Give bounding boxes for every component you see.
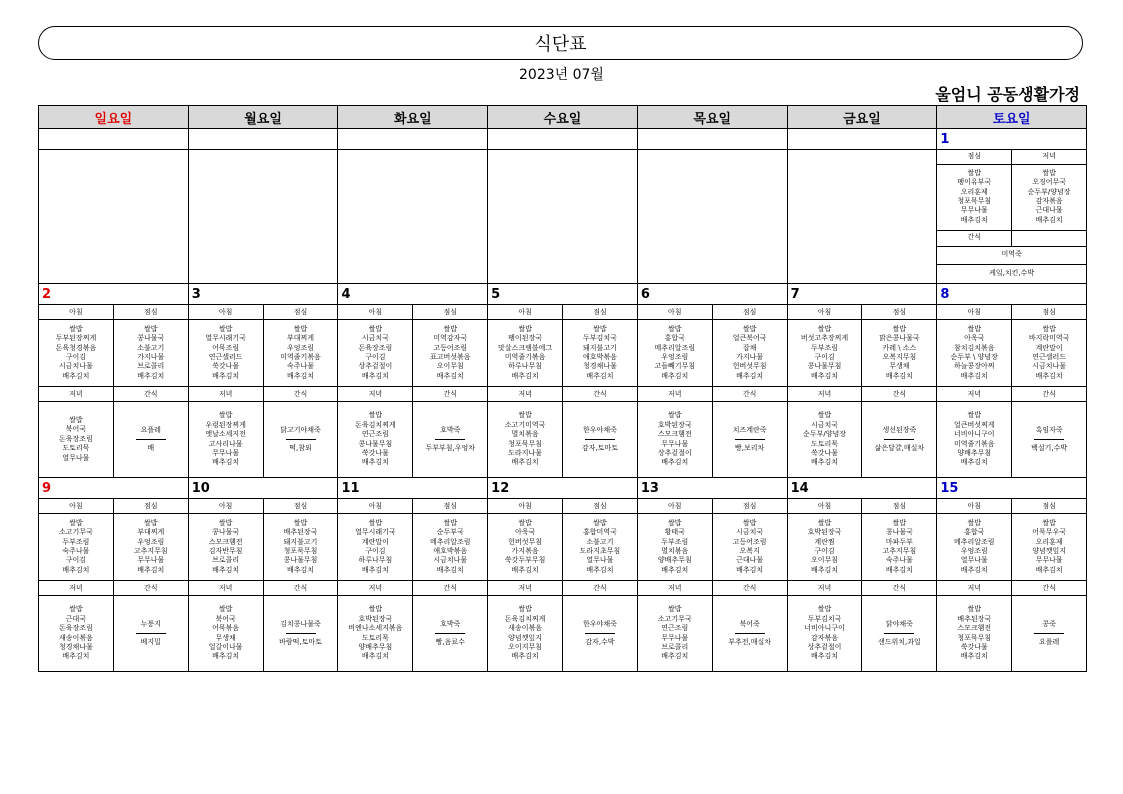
snack-cell [1012, 402, 1087, 478]
meal-label: 저녁 [1012, 150, 1086, 164]
dinner-menu: 쌀밥 소고기미역국 멸치볶음 청포묵무침 도라지나물 배추김치 [488, 402, 563, 478]
breakfast-menu: 쌀밥 시금치국 돈육장조림 구이김 상추겉절이 배추김치 [338, 320, 413, 387]
snack-divider [435, 439, 465, 440]
date-number: 2 [39, 284, 189, 305]
meal-label: 저녁 [188, 387, 263, 402]
breakfast-menu: 쌀밥 홍합국 메추리알조림 우엉조림 고들빼기무침 배추김치 [637, 320, 712, 387]
meal-label: 아침 [787, 499, 862, 514]
lunch-menu: 쌀밥 부대찌게 우엉조림 고추지무침 무무나물 배추김치 [113, 514, 188, 581]
meal-label: 아침 [937, 499, 1012, 514]
breakfast-menu: 쌀밥 콩나물국 스모크햄전 김자반무침 브로콜리 배추김치 [188, 514, 263, 581]
week2-label-row [39, 499, 1087, 514]
lunch-menu: 쌀밥 시금치국 고등어조림 오복지 근대나물 배추김치 [712, 514, 787, 581]
meal-label: 저녁 [39, 581, 114, 596]
week1-bl-menu-row [39, 320, 1087, 387]
snack-main: 생선된장죽 [882, 425, 917, 434]
weekday-header-row [39, 106, 1087, 129]
meal-label: 간식 [263, 581, 338, 596]
breakfast-menu: 쌀밥 열무시래기국 어묵조림 연근샐러드 쑥갓나물 배추김치 [188, 320, 263, 387]
meal-label: 아침 [488, 305, 563, 320]
snack-cell [1012, 596, 1087, 672]
snack-main: 닭고기야채죽 [280, 425, 321, 434]
dinner-menu: 쌀밥 호박된장국 스모크햄전 무무나물 상추겉절이 배추김치 [637, 402, 712, 478]
meal-label: 아침 [188, 305, 263, 320]
dinner-menu: 쌀밥 북어국 돈육장조림 도토리묵 열무나물 [39, 402, 114, 478]
dinner-menu: 쌀밥 북어국 어묵볶음 무생채 얼갈이나물 배추김치 [188, 596, 263, 672]
meal-label: 저녁 [637, 581, 712, 596]
snack-divider [286, 439, 316, 440]
date-number: 6 [637, 284, 787, 305]
date-number: 14 [787, 478, 937, 499]
meal-label: 간식 [563, 581, 638, 596]
snack-sub: 요플레 [1038, 638, 1060, 646]
dinner-menu: 쌀밥 소고기무국 연근조림 무무나물 브로콜리 배추김치 [637, 596, 712, 672]
snack-sub: 감자,수박 [585, 638, 615, 646]
dinner-menu: 쌀밥 돈육김치찌게 연근조림 콩나물무침 쑥갓나물 배추김치 [338, 402, 413, 478]
dinner-menu: 쌀밥 호박된장국 비엔나소세지볶음 도토리묵 양배추무침 배추김치 [338, 596, 413, 672]
snack-sub: 바람떡,토마토 [279, 638, 322, 646]
date-number: 9 [39, 478, 189, 499]
week2-bl-menu-row [39, 514, 1087, 581]
meal-label: 아침 [338, 305, 413, 320]
meal-label: 아침 [39, 499, 114, 514]
meal-label: 점심 [263, 305, 338, 320]
snack-main: 한우야채죽 [583, 619, 617, 628]
meal-label: 점심 [712, 305, 787, 320]
meal-label: 점심 [563, 305, 638, 320]
snack-sub: 빵,음료수 [435, 638, 465, 646]
meal-label: 간식 [563, 387, 638, 402]
snack-divider [1034, 439, 1064, 440]
snack-main: 콩죽 [1042, 619, 1056, 628]
snack-main: 호박죽 [440, 619, 461, 628]
lunch-menu: 쌀밥 두부김치국 돼지불고기 애호박볶음 청경채나물 배추김치 [563, 320, 638, 387]
snack-divider [286, 633, 316, 634]
snack-cell [712, 596, 787, 672]
weekday-monday: 월요일 [188, 106, 338, 129]
week2-date-row [39, 478, 1087, 499]
facility-name: 울엄니 공동생활가정 [935, 85, 1080, 104]
meal-label: 저녁 [787, 581, 862, 596]
week2-label-row-2 [39, 581, 1087, 596]
date-number: 10 [188, 478, 338, 499]
meal-label: 저녁 [488, 581, 563, 596]
dinner-menu: 쌀밥 돈육김치찌게 새송이볶음 양념깻잎지 오이지무침 배추김치 [488, 596, 563, 672]
date-number: 12 [488, 478, 638, 499]
breakfast-menu: 쌀밥 소고기무국 두부조림 숙주나물 구이김 배추김치 [39, 514, 114, 581]
weekday-tuesday: 화요일 [338, 106, 488, 129]
meal-label: 저녁 [637, 387, 712, 402]
lunch-menu: 쌀밥 홍합미역국 소불고기 도라지초무침 열무나물 배추김치 [563, 514, 638, 581]
breakfast-menu: 쌀밥 홍합국 메추리알조림 우엉조림 열무나물 배추김치 [937, 514, 1012, 581]
snack-main: 한우야채죽 [583, 425, 617, 434]
breakfast-menu: 쌀밥 호박된장국 계란찜 구이김 오이무침 배추김치 [787, 514, 862, 581]
lunch-menu: 쌀밥 팽이유부국 오리훈제 청포묵무침 무무나물 배추김치 [937, 164, 1011, 230]
snack-divider [735, 439, 765, 440]
snack-sub: 떡,참외 [289, 444, 312, 452]
snack-cell [113, 402, 188, 478]
snack-cell [862, 402, 937, 478]
lunch-menu: 쌀밥 얼큰북어국 잡채 가지나물 헌버섯무침 배추김치 [712, 320, 787, 387]
snack-divider [136, 633, 166, 634]
snack-divider [1034, 633, 1064, 634]
meal-label: 간식 [862, 581, 937, 596]
snack-sub: 삶은달걀,매실차 [874, 444, 925, 452]
meal-label: 점심 [563, 499, 638, 514]
meal-label: 간식 [1012, 581, 1087, 596]
snack-sub: 케잌,치킨,수박 [937, 264, 1086, 282]
weekday-friday: 금요일 [787, 106, 937, 129]
meal-label: 점심 [413, 305, 488, 320]
snack-sub: 빵,보리차 [735, 444, 765, 452]
week1-date-row [39, 284, 1087, 305]
date-number: 5 [488, 284, 638, 305]
lunch-menu: 쌀밥 배추된장국 돼지불고기 청포묵무침 콩나물무침 배추김치 [263, 514, 338, 581]
snack-cell [263, 402, 338, 478]
meal-label: 간식 [937, 230, 1011, 246]
meal-label: 간식 [712, 581, 787, 596]
snack-divider [585, 633, 615, 634]
snack-sub: 백설기,수박 [1031, 444, 1068, 452]
meal-label: 간식 [263, 387, 338, 402]
snack-main: 김치콩나물죽 [280, 619, 321, 628]
lunch-menu: 쌀밥 맑은콩나물국 카레 \ 소스 오복지무침 무생채 배추김치 [862, 320, 937, 387]
meal-label: 저녁 [488, 387, 563, 402]
lunch-menu: 쌀밥 부대찌게 우엉조림 미역줄기볶음 숙주나물 배추김치 [263, 320, 338, 387]
meal-label: 아침 [338, 499, 413, 514]
date-number: 15 [937, 478, 1087, 499]
meal-label: 저녁 [39, 387, 114, 402]
date-number: 11 [338, 478, 488, 499]
meal-label: 아침 [488, 499, 563, 514]
meal-label: 간식 [113, 387, 188, 402]
page-title: 식단표 [534, 34, 587, 55]
snack-main: 북어죽 [739, 619, 760, 628]
date-number: 8 [937, 284, 1087, 305]
date-number: 1 [937, 129, 1087, 150]
snack-sub: 베지밀 [140, 638, 161, 646]
meal-label: 점심 [937, 150, 1011, 164]
meal-label: 간식 [113, 581, 188, 596]
lunch-menu: 쌀밥 순두부국 메추리알조림 애호박볶음 시금치나물 배추김치 [413, 514, 488, 581]
snack-cell [413, 402, 488, 478]
week1-ds-menu-row [39, 402, 1087, 478]
snack-cell [563, 402, 638, 478]
meal-calendar [38, 105, 1087, 672]
weekday-saturday: 토요일 [937, 106, 1087, 129]
meal-label: 간식 [413, 581, 488, 596]
meal-label: 점심 [413, 499, 488, 514]
week0-menu-row [39, 150, 1087, 284]
snack-sub: 부추전,매실차 [728, 638, 772, 646]
meal-label: 간식 [712, 387, 787, 402]
week2-ds-menu-row [39, 596, 1087, 672]
weekday-wednesday: 수요일 [488, 106, 638, 129]
lunch-menu: 쌀밥 콩나물국 마파두부 고추지무침 숙주나물 배추김치 [862, 514, 937, 581]
lunch-menu: 쌀밥 미역감자국 고등어조림 표고버섯볶음 오이무침 배추김치 [413, 320, 488, 387]
meal-label: 점심 [862, 499, 937, 514]
breakfast-menu: 쌀밥 두부된장찌게 돈육청경볶음 구이김 시금치나물 배추김치 [39, 320, 114, 387]
meal-label: 간식 [862, 387, 937, 402]
breakfast-menu: 쌀밥 아욱국 헌버섯무침 가지볶음 쑥갓두부무침 배추김치 [488, 514, 563, 581]
meal-label: 아침 [787, 305, 862, 320]
meal-label: 아침 [637, 305, 712, 320]
month-subtitle: 2023년 07월 [519, 67, 604, 83]
meal-label: 저녁 [787, 387, 862, 402]
snack-main: 닭야채죽 [885, 619, 913, 628]
snack-main: 요플레 [140, 425, 161, 434]
breakfast-menu: 쌀밥 팽이된장국 맛살스크램블에그 미역줄기볶음 하루나무침 배추김치 [488, 320, 563, 387]
snack-main: 호박죽 [440, 425, 461, 434]
snack-divider [735, 633, 765, 634]
dinner-menu: 쌀밥 오징어무국 순두부/양념장 감자볶음 근대나물 배추김치 [1012, 164, 1086, 230]
date-number: 7 [787, 284, 937, 305]
snack-main: 흑임자죽 [1035, 425, 1063, 434]
dinner-menu: 쌀밥 얼큰버섯찌게 너비아니구이 미역줄기볶음 양배추무침 배추김치 [937, 402, 1012, 478]
snack-main: 미역죽 [937, 246, 1086, 264]
snack-main: 치즈계란죽 [732, 425, 767, 434]
breakfast-menu: 쌀밥 열무시래기국 계란말이 구이김 하루나무침 배추김치 [338, 514, 413, 581]
date-number: 4 [338, 284, 488, 305]
snack-cell [263, 596, 338, 672]
meal-label: 저녁 [937, 581, 1012, 596]
page-title-box [38, 26, 1083, 60]
meal-label: 아침 [39, 305, 114, 320]
week0-date-row [39, 129, 1087, 150]
meal-label: 아침 [188, 499, 263, 514]
snack-cell [712, 402, 787, 478]
meal-label: 아침 [637, 499, 712, 514]
breakfast-menu: 쌀밥 버섯고추장찌게 두부조림 구이김 콩나물무침 배추김치 [787, 320, 862, 387]
snack-divider [435, 633, 465, 634]
meal-label: 간식 [1012, 387, 1087, 402]
saturday-1-menu [937, 150, 1087, 284]
meal-label: 점심 [712, 499, 787, 514]
meal-label: 점심 [1012, 499, 1087, 514]
meal-label: 점심 [263, 499, 338, 514]
date-number: 13 [637, 478, 787, 499]
snack-main: 누룽지 [140, 619, 161, 628]
snack-divider [585, 439, 615, 440]
meal-label: 저녁 [338, 387, 413, 402]
meal-label: 저녁 [188, 581, 263, 596]
week1-label-row [39, 305, 1087, 320]
snack-cell [563, 596, 638, 672]
snack-sub: 샌드위치,과일 [877, 638, 921, 646]
week1-label-row-2 [39, 387, 1087, 402]
dinner-menu: 쌀밥 시금치국 순두부/양념장 도토리묵 쑥갓나물 배추김치 [787, 402, 862, 478]
breakfast-menu: 쌀밥 아욱국 참치김치볶음 순두부 \ 양념장 하늘콩장아찌 배추김치 [937, 320, 1012, 387]
meal-label: 점심 [113, 499, 188, 514]
lunch-menu: 쌀밥 바지락미역국 계란말이 연근샐러드 시금치나물 배추김치 [1012, 320, 1087, 387]
dinner-menu: 쌀밥 우렁된장찌게 앳날소세지전 고사리나물 무무나물 배추김치 [188, 402, 263, 478]
meal-label: 간식 [413, 387, 488, 402]
snack-sub: 감자,토마토 [581, 444, 618, 452]
snack-divider [884, 439, 914, 440]
dinner-menu: 쌀밥 두부김치국 너비아니구이 감자볶음 상추겉절이 배추김치 [787, 596, 862, 672]
weekday-thursday: 목요일 [637, 106, 787, 129]
meal-label: 아침 [937, 305, 1012, 320]
snack-sub: 두부부침,우엉차 [425, 444, 475, 452]
breakfast-menu: 쌀밥 황태국 두부조림 멸치볶음 양배추무침 배추김치 [637, 514, 712, 581]
dinner-menu: 쌀밥 배추된장국 스모크햄전 청포묵무침 쑥갓나물 배추김치 [937, 596, 1012, 672]
meal-label: 점심 [1012, 305, 1087, 320]
snack-divider [136, 439, 166, 440]
meal-label: 저녁 [937, 387, 1012, 402]
snack-cell [413, 596, 488, 672]
lunch-menu: 쌀밥 콩나물국 소불고기 가지나물 브로콜리 배추김치 [113, 320, 188, 387]
meal-label: 저녁 [338, 581, 413, 596]
meal-label: 점심 [113, 305, 188, 320]
snack-sub: 배 [147, 444, 155, 452]
snack-divider [884, 633, 914, 634]
snack-cell [113, 596, 188, 672]
meal-label: 점심 [862, 305, 937, 320]
weekday-sunday: 일요일 [39, 106, 189, 129]
lunch-menu: 쌀밥 어묵무우국 오리훈제 양념깻잎지 무무나물 배추김치 [1012, 514, 1087, 581]
snack-cell [862, 596, 937, 672]
date-number: 3 [188, 284, 338, 305]
dinner-menu: 쌀밥 근대국 돈육장조림 새송이볶음 청경채나물 배추김치 [39, 596, 114, 672]
